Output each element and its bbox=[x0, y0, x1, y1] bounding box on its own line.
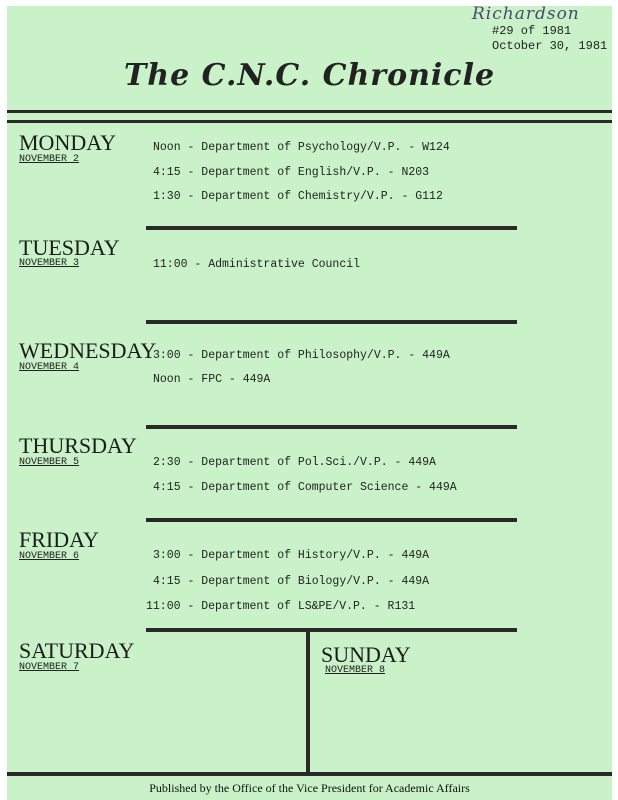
weekend-divider bbox=[306, 630, 310, 776]
issue-info bbox=[492, 24, 607, 54]
event-item: Noon - Department of Psychology/V.P. - W124 bbox=[153, 141, 450, 154]
date-tuesday: NOVEMBER 3 bbox=[19, 258, 80, 269]
masthead-rule-top bbox=[7, 110, 612, 113]
date-friday: NOVEMBER 6 bbox=[19, 551, 80, 562]
event-item: 3:00 - Department of History/V.P. - 449A bbox=[153, 549, 430, 562]
date-monday: NOVEMBER 2 bbox=[19, 154, 80, 165]
event-item: 3:00 - Department of Philosophy/V.P. - 449A bbox=[153, 349, 450, 362]
date-wednesday: NOVEMBER 4 bbox=[19, 362, 80, 373]
footer-rule bbox=[7, 772, 612, 776]
event-item: 4:15 - Department of Biology/V.P. - 449A bbox=[153, 575, 430, 588]
event-item: 1:30 - Department of Chemistry/V.P. - G112 bbox=[153, 190, 443, 203]
footer-text: Published by the Office of the Vice President for Academic Affairs bbox=[149, 781, 470, 795]
day-thursday: THURSDAY bbox=[19, 433, 137, 458]
event-item: Noon - FPC - 449A bbox=[153, 373, 271, 386]
event-item: 4:15 - Department of English/V.P. - N203 bbox=[153, 166, 430, 179]
section-divider bbox=[146, 226, 517, 230]
newsletter-page bbox=[7, 6, 612, 800]
day-saturday: SATURDAY bbox=[19, 638, 135, 663]
masthead-title: The C.N.C. Chronicle bbox=[123, 58, 496, 93]
masthead-rule-bottom bbox=[7, 120, 612, 123]
section-divider bbox=[146, 320, 517, 324]
day-friday: FRIDAY bbox=[19, 527, 99, 552]
section-divider bbox=[146, 425, 517, 429]
date-sunday: NOVEMBER 8 bbox=[325, 665, 386, 676]
event-item: 2:30 - Department of Pol.Sci./V.P. - 449A bbox=[153, 456, 436, 469]
event-item: 4:15 - Department of Computer Science - 449A bbox=[153, 481, 457, 494]
date-thursday: NOVEMBER 5 bbox=[19, 457, 80, 468]
section-divider bbox=[146, 518, 517, 522]
issue-number: #29 of 1981 bbox=[492, 24, 572, 38]
day-sunday: SUNDAY bbox=[321, 642, 411, 667]
day-wednesday: WEDNESDAY bbox=[19, 338, 157, 363]
section-divider bbox=[146, 628, 517, 632]
event-item: 11:00 - Department of LS&PE/V.P. - R131 bbox=[146, 600, 416, 613]
event-item: 11:00 - Administrative Council bbox=[153, 258, 361, 271]
handwritten-signature: Richardson bbox=[472, 6, 580, 24]
day-monday: MONDAY bbox=[19, 130, 116, 155]
day-tuesday: TUESDAY bbox=[19, 235, 120, 260]
issue-date: October 30, 1981 bbox=[492, 39, 608, 53]
date-saturday: NOVEMBER 7 bbox=[19, 662, 80, 673]
